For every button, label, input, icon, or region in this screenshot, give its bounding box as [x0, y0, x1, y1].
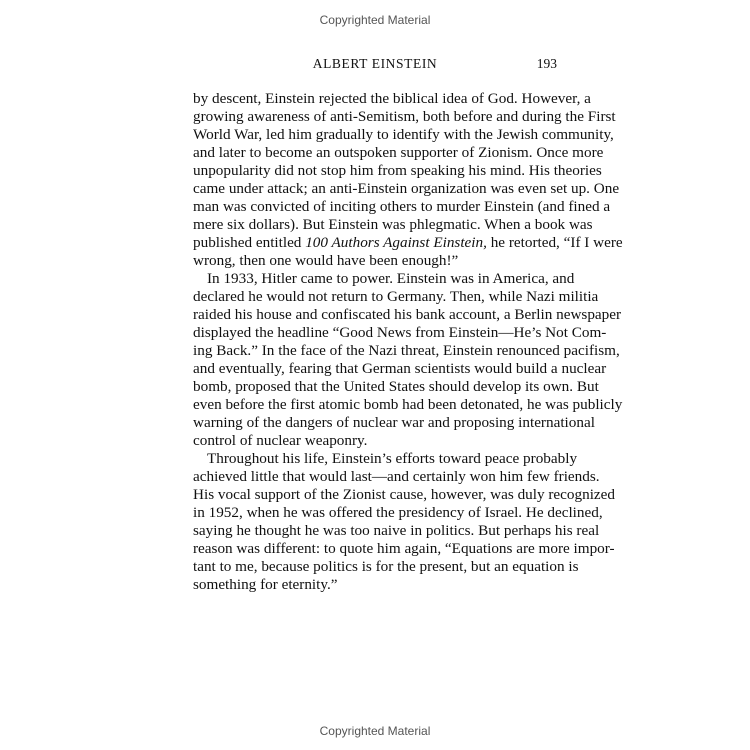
text-line: even before the first atomic bomb had been detonated, he was publicly: [193, 396, 623, 413]
text-line: saying he thought he was too naive in politics. But perhaps his real: [193, 522, 600, 539]
text-line: World War, led him gradually to identify with the Jewish community,: [193, 126, 614, 143]
text-line: warning of the dangers of nuclear war and proposing international: [193, 414, 595, 431]
text-line: man was convicted of inciting others to murder Einstein (and fined a: [193, 198, 611, 215]
text-line: achieved little that would last—and certainly won him few friends.: [193, 468, 600, 485]
body-text: [193, 90, 623, 594]
page-number: 193: [536, 56, 557, 71]
text-line: and later to become an outspoken supporter of Zionism. Once more: [193, 144, 604, 161]
paragraph: [193, 90, 623, 270]
text-line: came under attack; an anti-Einstein organization was even set up. One: [193, 180, 620, 197]
text-line: by descent, Einstein rejected the biblical idea of God. However, a: [193, 90, 591, 107]
text-line: raided his house and confiscated his bank account, a Berlin newspaper: [193, 306, 622, 323]
text-line: reason was different: to quote him again, “Equations are more impor-: [193, 540, 615, 557]
text-line: wrong, then one would have been enough!”: [193, 252, 459, 269]
text-line: control of nuclear weaponry.: [193, 432, 368, 449]
text-line: bomb, proposed that the United States should develop its own. But: [193, 378, 599, 395]
paragraph: [193, 270, 623, 450]
text-line: in 1952, when he was offered the presidency of Israel. He declined,: [193, 504, 603, 521]
text-line: In 1933, Hitler came to power. Einstein was in America, and: [207, 270, 575, 287]
text-line: mere six dollars). But Einstein was phlegmatic. When a book was: [193, 216, 593, 233]
text-line: growing awareness of anti-Semitism, both before and during the First: [193, 108, 616, 125]
text-line: something for eternity.”: [193, 576, 338, 593]
text-line: displayed the headline “Good News from Einstein—He’s Not Com-: [193, 324, 607, 341]
book-title: 100 Authors Against Einstein,: [305, 234, 487, 251]
text-line: unpopularity did not stop him from speaking his mind. His theories: [193, 162, 602, 179]
watermark-bottom: Copyrighted Material: [319, 724, 431, 738]
text-line: published entitled 100 Authors Against Einstein, he retorted, “If I were: [193, 234, 623, 251]
text-line: His vocal support of the Zionist cause, however, was duly recognized: [193, 486, 615, 503]
text-line: declared he would not return to Germany. Then, while Nazi militia: [193, 288, 599, 305]
running-title: ALBERT EINSTEIN: [312, 56, 438, 71]
text-line: and eventually, fearing that German scientists would build a nuclear: [193, 360, 607, 377]
text-line: Throughout his life, Einstein’s efforts toward peace probably: [207, 450, 578, 467]
watermark-top: Copyrighted Material: [319, 13, 431, 27]
paragraph: [193, 450, 615, 594]
text-line: tant to me, because politics is for the present, but an equation is: [193, 558, 579, 575]
text-line: ing Back.” In the face of the Nazi threat, Einstein renounced pacifism,: [193, 342, 620, 359]
